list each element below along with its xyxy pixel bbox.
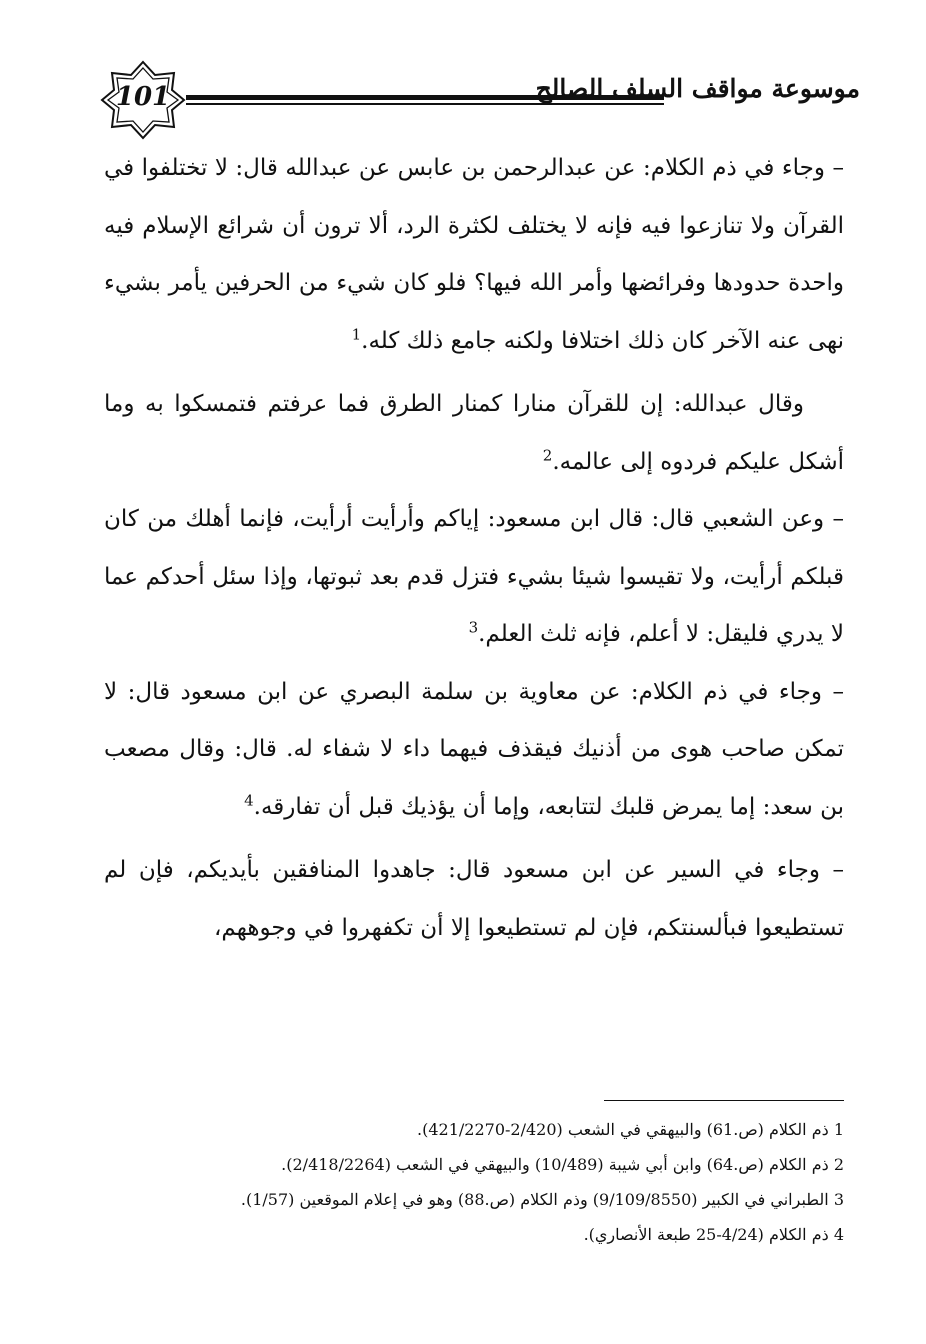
footnote: 1 ذم الكلام (ص.61) والبيهقي في الشعب (2/420-421/2270). (417, 1120, 844, 1139)
footnote: 2 ذم الكلام (ص.64) وابن أبي شيبة (10/489) والبيهقي في الشعب (2/418/2264). (281, 1155, 844, 1174)
header-rule-thin (186, 103, 664, 105)
paragraph-text: وقال عبدالله: إن للقرآن منارا كمنار الطرق فما عرفتم فتمسكوا به وما أشكل عليكم فردوه إلى عالمه. (104, 391, 844, 475)
page-number: 101 (115, 82, 171, 112)
page-header (100, 60, 860, 140)
footnotes (204, 1112, 844, 1252)
paragraph-text: – وجاء في ذم الكلام: عن عبدالرحمن بن عابس عن عبدالله قال: لا تختلفوا في القرآن ولا تنازعوا فيه فإنه لا يختلف لكثرة الرد، ألا ترون أن شرائع الإسلام فيه واحدة حدودها وفرائضها وأمر الله فيها؟ فلو كان شيء من الحرفين يأمر بشيء نهى عنه الآخر كان ذلك اختلافا ولكنه جامع ذلك كله. (104, 155, 844, 354)
paragraph (104, 376, 844, 491)
page-number-badge (100, 60, 186, 140)
footnote: 4 ذم الكلام (4/24-25 طبعة الأنصاري). (583, 1225, 844, 1244)
paragraph (104, 491, 844, 664)
footnote-separator (604, 1100, 844, 1101)
book-title: موسوعة مواقف السلف الصالح (535, 74, 860, 103)
footnote-ref: 2 (542, 445, 553, 464)
footnote-ref: 4 (244, 790, 254, 809)
paragraph-text: – وعن الشعبي قال: قال ابن مسعود: إياكم وأرأيت أرأيت، فإنما أهلك من كان قبلكم أرأيت، ولا تقيسوا شيئا بشيء فتزل قدم بعد ثبوتها، وإذا سئل أحدكم عما لا يدري فليقل: لا أعلم، فإنه ثلث العلم. (104, 506, 844, 647)
paragraph-text: – وجاء في ذم الكلام: عن معاوية بن سلمة البصري عن ابن مسعود قال: لا تمكن صاحب هوى من أذنيك فيقذف فيهما داء لا شفاء له. قال: وقال مصعب بن سعد: إما يمرض قلبك لتتابعه، وإما أن يؤذيك قبل أن تفارقه. (104, 678, 844, 820)
paragraph (104, 842, 844, 957)
paragraph (104, 664, 844, 837)
footnote-ref: 1 (351, 324, 362, 343)
footnote: 3 الطبراني في الكبير (9/109/8550) وذم الكلام (ص.88) وهو في إعلام الموقعين (1/57). (240, 1190, 844, 1209)
paragraph-text: – وجاء في السير عن ابن مسعود قال: جاهدوا المنافقين بأيديكم، فإن لم تستطيعوا فبألسنتكم، فإن لم تستطيعوا إلا أن تكفهروا في وجوههم، (104, 857, 844, 941)
footnote-ref: 3 (468, 618, 479, 637)
body-text (104, 140, 844, 957)
paragraph (104, 140, 844, 370)
